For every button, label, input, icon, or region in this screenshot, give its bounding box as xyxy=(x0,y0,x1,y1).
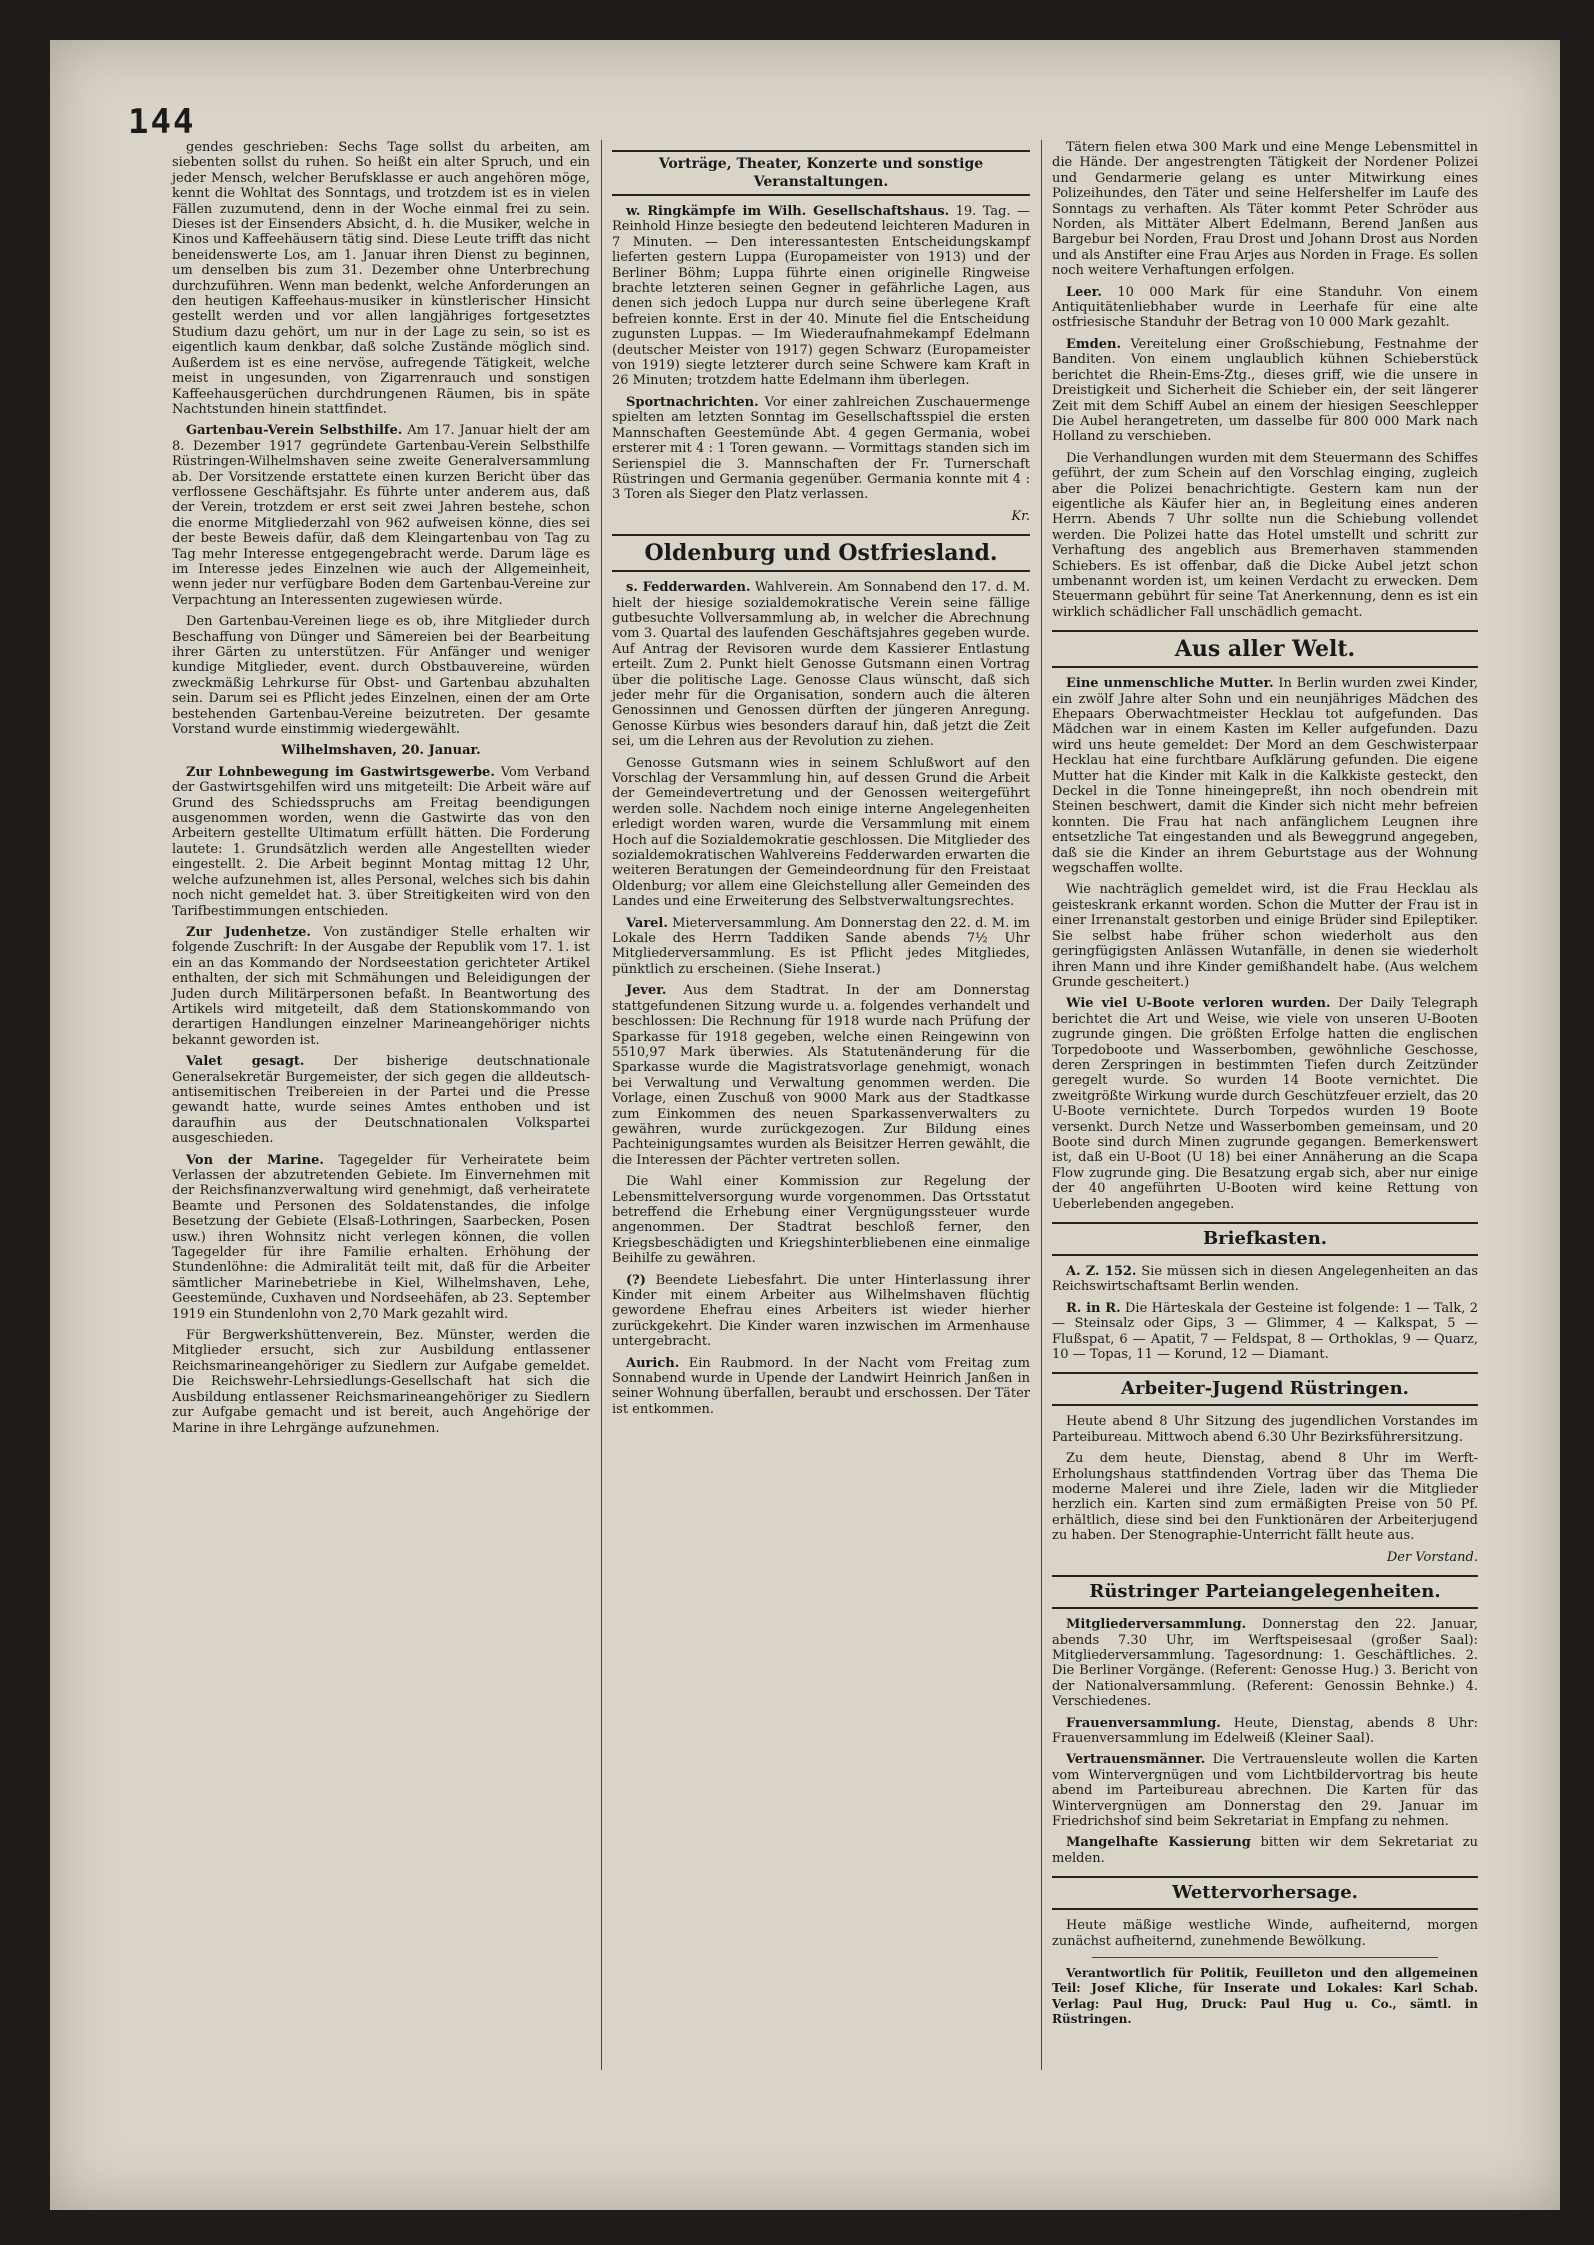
article-text: Die Vertrauensleute wollen die Karten vom Wintervergnügen und vom Lichtbildervortrag bis heute abend im Parteibureau abrechnen. Die Karten für das Wintervergnügen am Donnerstag den 29. Januar im Friedrichshof sind beim Sekretariat in Empfang zu nehmen. xyxy=(1052,1752,1478,1829)
article-lead: Valet gesagt. xyxy=(186,1054,305,1070)
article-paragraph xyxy=(1052,882,1478,990)
article-text: 19. Tag. — Reinhold Hinze besiegte den bedeutend leichteren Maduren in 7 Minuten. — Den interessantesten Entscheidungskampf lieferten gestern Luppa (Europameister von 1913) und der Berliner Böhm; Luppa führte einen originelle Ringweise brachte letzteren seinen Gegner in gefährliche Lagen, aus denen sich jedoch Luppa nur durch seine überlegene Kraft befreien konnte. Erst in der 40. Minute fiel die Entscheidung zugunsten Luppas. — Im Wiederaufnahmekampf Edelmann (deutscher Meister von 1917) gegen Schwarz (Europameister von 1919) siegte letzterer durch seine Schwere kam Kraft in 26 Minuten; trotzdem hatte Edelmann ihm überlegen. xyxy=(612,204,1030,389)
article-lead: Mitgliederversammlung. xyxy=(1066,1617,1247,1633)
article-lead: s. Fedderwarden. xyxy=(626,580,751,596)
article-lead: Eine unmenschliche Mutter. xyxy=(1066,676,1274,692)
weather-forecast: Heute mäßige westliche Winde, aufheiternd, morgen zunächst aufheiternd, zunehmende Bewölkung. xyxy=(1052,1918,1478,1949)
article-paragraph xyxy=(172,1328,590,1436)
article-lead: Zur Lohnbewegung im Gastwirtsgewerbe. xyxy=(186,764,495,780)
column-1 xyxy=(172,140,590,1442)
article-text: Die Härteskala der Gesteine ist folgende: 1 — Talk, 2 — Steinsalz oder Gips, 3 — Glimmer, 4 — Kalkspat, 5 — Flußspat, 6 — Apatit, 7 — Feldspat, 8 — Orthoklas, 9 — Quarz, 10 — Topas, 11 — Korund, 12 — Diamant. xyxy=(1052,1300,1479,1363)
article-paragraph xyxy=(612,1356,1030,1418)
article-paragraph xyxy=(172,1054,590,1146)
article-paragraph xyxy=(1052,1301,1478,1363)
section-heading-aus-aller-welt: Aus aller Welt. xyxy=(1052,630,1478,668)
article-text: Für Bergwerkshüttenverein, Bez. Münster, werden die Mitglieder ersucht, sich zur Ausbildung entlassener Reichsmarineangehöriger zu Siedlern zur Aufgabe gemeldet. Die Reichswehr-Lehrsiedlungs-Gesellschaft hat sich die Ausbildung entlassener Reichsmarineangehöriger zu Siedlern zur Aufgabe gemacht und ist bereit, auch Angehörige der Marine in ihre Lehrgänge aufzunehmen. xyxy=(172,1328,590,1436)
article-lead: Sportnachrichten. xyxy=(626,394,759,410)
separator xyxy=(1092,1957,1438,1958)
briefkasten-heading: Briefkasten. xyxy=(1052,1222,1478,1256)
article-paragraph xyxy=(612,1273,1030,1350)
article-lead: R. in R. xyxy=(1066,1300,1121,1316)
article-paragraph xyxy=(1052,1264,1478,1295)
article-lead: Frauenversammlung. xyxy=(1066,1715,1221,1731)
article-text: Der Daily Telegraph berichtet die Art und Weise, wie viele von unseren U-Booten zugrunde gingen. Die größten Erfolge hatten die englischen Torpedoboote und Wasserbomben, gewöhnliche Geschosse, deren Zerspringen in bestimmten Tiefen durch Zeitzünder geregelt wurde. So wurden 14 Boote vernichtet. Die zweitgrößte Wirkung wurde durch Geschützfeuer erzielt, das 20 U-Boote vernichtete. Durch Torpedos wurden 19 Boote versenkt. Durch Netze und Wasserbomben gemeinsam, und 20 Boote sind durch Minen zugrunde gegangen. Bemerkenswert ist, daß ein U-Boot (U 18) bei einer Annäherung an die Scapa Flow zugrunde ging. Die Besatzung ergab sich, aber nur einige der 40 angeführten U-Booten wird keine Rettung von Ueberlebenden angegeben. xyxy=(1052,996,1478,1212)
article-paragraph xyxy=(1052,996,1478,1212)
article-lead: Varel. xyxy=(626,915,668,931)
article-paragraph xyxy=(1052,1716,1478,1747)
article-text: Mieterversammlung. Am Donnerstag den 22. d. M. im Lokale des Herrn Taddiken Sande abends 7½ Uhr Mitgliederversammlung. Es ist Pflicht jedes Mitgliedes, pünktlich zu erscheinen. (Siehe Inserat.) xyxy=(612,915,1030,977)
article-paragraph xyxy=(1052,140,1478,279)
article-lead: Jever. xyxy=(626,983,667,999)
article-paragraph xyxy=(172,614,590,737)
column-rule xyxy=(1041,140,1042,2070)
article-paragraph xyxy=(612,204,1030,389)
article-text: Zu dem heute, Dienstag, abend 8 Uhr im Werft-Erholungshaus stattfindenden Vortrag über das Thema Die moderne Malerei und ihre Ziele, laden wir die Mitglieder herzlich ein. Karten sind zum ermäßigten Preise von 50 Pf. erhältlich, diese sind bei den Funktionären der Arbeiterjugend zu haben. Der Stenographie-Unterricht fällt heute aus. xyxy=(1052,1451,1478,1544)
article-paragraph xyxy=(612,916,1030,978)
article-text: Sie müssen sich in diesen Angelegenheiten an das Reichswirtschaftsamt Berlin wenden. xyxy=(1052,1264,1478,1295)
article-text: Am 17. Januar hielt der am 8. Dezember 1917 gegründete Gartenbau-Verein Selbsthilfe Rüstringen-Wilhelmshaven seine zweite Generalversammlung ab. Der Vorsitzende erstattete einen kurzen Bericht über das verflossene Geschäftsjahr. Es führte unter anderem aus, daß der Verein, trotzdem er erst seit zwei Jahren bestehe, schon die enorme Mitgliederzahl von 962 aufweisen könne, dies sei der beste Beweis dafür, daß dem Kleingartenbau von Tag zu Tag mehr Interesse entgegengebracht werde. Darum läge es im Interesse jedes Einzelnen wie auch der Allgemeinheit, wenn jeder nur verfügbare Boden dem Gartenbau-Vereine zur Verpachtung an Interessenten zugewiesen würde. xyxy=(172,423,591,608)
article-paragraph xyxy=(612,580,1030,749)
article-paragraph xyxy=(1052,676,1478,876)
article-lead: Vertrauensmänner. xyxy=(1066,1752,1206,1768)
column-2-regional xyxy=(612,580,1030,1417)
article-text: 10 000 Mark für eine Standuhr. Von einem Antiquitätenliebhaber wurde in Leerhafe für eine alte ostfriesische Standuhr der Betrag von 10 000 Mark gezahlt. xyxy=(1052,284,1478,331)
article-lead: Zur Judenhetze. xyxy=(186,924,311,940)
article-text: bitten wir dem Sekretariat zu melden. xyxy=(1052,1835,1479,1866)
events-heading: Vorträge, Theater, Konzerte und sonstige Veranstaltungen. xyxy=(612,150,1030,196)
jugend-signature: Der Vorstand. xyxy=(1386,1549,1478,1565)
article-text: Wahlverein. Am Sonnabend den 17. d. M. hielt der hiesige sozialdemokratische Verein seine fällige gutbesuchte Vollversammlung ab, in welcher die Abrechnung vom 3. Quartal des laufenden Geschäftsjahres gegeben wurde. Auf Antrag der Revisoren wurde dem Kassierer Entlastung erteilt. Zum 2. Punkt hielt Genosse Gutsmann einen Vortrag über die politische Lage. Genosse Claus wünscht, daß sich jeder mehr für die Organisation, sondern auch die älteren Genossinnen und Genossen dürften der jüngeren Anregung. Genosse Kürbus wies besonders darauf hin, daß jetzt die Zeit sei, um die Lehren aus der Revolution zu ziehen. xyxy=(612,580,1030,750)
article-lead: Mangelhafte Kassierung xyxy=(1066,1835,1251,1851)
article-text: Wie nachträglich gemeldet wird, ist die Frau Hecklau als geisteskrank erkannt worden. Schon die Mutter der Frau ist in einer Irrenanstalt gestorben und einige Brüder sind Epileptiker. Sie selbst habe früher schon wiederholt aus den geringfügigsten Anlässen Wutanfälle, in denen sie wiederholt ihren Mann und ihre Kinder gemißhandelt habe. (Aus welchem Grunde gescheitert.) xyxy=(1052,882,1478,990)
article-text: Von zuständiger Stelle erhalten wir folgende Zuschrift: In der Ausgabe der Republik vom 17. 1. ist ein an das Kommando der Nordseestation gerichteter Artikel enthalten, der sich mit Schmähungen und Beleidigungen der Juden durch Militärpersonen befaßt. In Beantwortung des Artikels wird mitgeteilt, daß dem Stationskommando von derartigen Handlungen einzelner Marineangehöriger nichts bekannt geworden ist. xyxy=(172,924,591,1048)
article-text: Genosse Gutsmann wies in seinem Schlußwort auf den Vorschlag der Versammlung hin, auf dessen Grund die Arbeit der Gemeindevertretung und der Genossen weitergeführt werden solle. Nachdem noch einige interne Angelegenheiten erledigt worden waren, wurde die Versammlung mit einem Hoch auf die Sozialdemokratie geschlossen. Die Mitglieder des sozialdemokratischen Wahlvereins Fedderwarden erwarten die weiteren Beratungen der Gemeindeordnung für den Freistaat Oldenburg; vor allem eine Gleichstellung aller Gemeinden des Landes und eine Erweiterung des Selbstverwaltungsrechtes. xyxy=(612,755,1030,910)
column-2 xyxy=(612,140,1030,1423)
article-lead: Leer. xyxy=(1066,284,1102,300)
article-text: Tagegelder für Verheiratete beim Verlassen der abzutretenden Gebiete. Im Einvernehmen mit der Reichsfinanzverwaltung wird genehmigt, daß verheiratete Beamte und Personen des Soldatenstandes, die infolge Besetzung der Gebiete (Elsaß-Lothringen, Saarbecken, Posen usw.) ihren Wohnsitz nicht verlegen können, die vollen Tagegelder für ihre Familie erhalten. Erhöhung der Stundenlöhne: die Admiralität teilt mit, daß für die Arbeiter sämtlicher Marinebetriebe in Kiel, Wilhelmshaven, Lehe, Geestemünde, Cuxhaven und Nordseehäfen, ab 23. September 1919 ein Stundenlohn von 2,70 Mark gezahlt wird. xyxy=(172,1152,590,1322)
column-rule xyxy=(601,140,602,2070)
article-text: gendes geschrieben: Sechs Tage sollst du arbeiten, am siebenten sollst du ruhen. So heißt ein alter Spruch, und ein jeder Mensch, welcher Berufsklasse er auch angehören möge, kennt die Wohltat des Sonntags, und trotzdem ist es in vielen Fällen zuzumutend, denn in der Woche einmal frei zu sein. Dieses ist der Einsenders Absicht, d. h. die Musiker, welche in Kinos und Kaffeehäusern tätig sind. Diese Leute trifft das nicht beneidenswerte Los, am 1. Januar ihren Dienst zu beginnen, um denselben bis zum 31. Dezember ohne Unterbrechung durchzuführen. Wenn man bedenkt, welche Anforderungen an den heutigen Kaffeehaus-musiker in künstlerischer Hinsicht gestellt werden und vor allen langjähriges fortgesetztes Studium dazu gehört, um nur in der Lage zu sein, so ist es eigentlich kaum denkbar, daß solche Zustände möglich sind. Außerdem ist es eine nervöse, aufregende Tätigkeit, welche meist in ungesunden, von Zigarrenrauch und sonstigen Kaffeehausgerüchen durchdrungenen Räumen, bis in späte Nachtstunden hinein stattfindet. xyxy=(172,140,590,417)
article-text: Tätern fielen etwa 300 Mark und eine Menge Lebensmittel in die Hände. Der angestrengten Tätigkeit der Nordener Polizei und Gendarmerie gelang es unter Mitwirkung eines Polizeihundes, den Täter und seine Helfershelfer im Laufe des Sonntags zu verhaften. Als Täter kommt Peter Schröder aus Norden, als Mittäter Albert Edelmann, Berend Janßen aus Bargebur bei Norden, Frau Drost und Johann Drost aus Norden und als Anstifter eine Frau Arjes aus Norden in Frage. Es sollen noch weitere Verhaftungen erfolgen. xyxy=(1052,140,1478,279)
article-lead: Von der Marine. xyxy=(186,1152,324,1168)
article-paragraph xyxy=(612,395,1030,503)
article-lead: A. Z. 152. xyxy=(1066,1264,1137,1279)
article-paragraph xyxy=(172,925,590,1048)
jugend-items xyxy=(1052,1414,1478,1543)
article-text: Beendete Liebesfahrt. Die unter Hinterlassung ihrer Kinder mit einem Arbeiter aus Wilhelmshaven flüchtig gewordene Ehefrau eines Arbeiters ist wieder hierher zurückgekehrt. Die Kinder waren inzwischen im Armenhause untergebracht. xyxy=(612,1272,1030,1350)
article-text: Den Gartenbau-Vereinen liege es ob, ihre Mitglieder durch Beschaffung von Dünger und Sämereien bei der Bearbeitung ihrer Gärten zu unterstützen. Für Anfänger und weniger kundige Mitglieder, event. durch Obstbauvereine, würden zweckmäßig Lehrkurse für Obst- und Gartenbau abzuhalten sein. Darum sei es Pflicht jedes Einzelnen, einen der am Orte bestehenden Gartenbau-Vereine beizutreten. Der gesamte Vorstand wurde einstimmig wiedergewählt. xyxy=(172,614,590,738)
article-text: Der bisherige deutschnationale Generalsekretär Burgemeister, der sich gegen die alldeutsch-antisemitischen Treibereien in der Partei und die Presse gewandt hatte, wurde seines Amtes enthoben und ist daraufhin aus der Deutschnationalen Volkspartei ausgeschieden. xyxy=(172,1054,590,1147)
article-text: In Berlin wurden zwei Kinder, ein zwölf Jahre alter Sohn und ein neunjähriges Mädchen des Ehepaars Oberwachtmeister Hecklau tot aufgefunden. Das Mädchen war in einem Kasten im Keller aufgefunden. Dazu wird uns heute gemeldet: Der Mord an dem Geschwisterpaar Hecklau hat eine furchtbare Aufklärung gefunden. Die eigene Mutter hat die Kinder mit Kalk in die Kalkkiste gesteckt, den Deckel in die Tonne hineingepreßt, ihn noch obendrein mit Steinen beschwert, damit die Kinder sich nicht mehr befreien konnten. Die Frau hat nach anfänglichem Leugnen ihre entsetzliche Tat eingestanden und als Beweggrund angegeben, daß sie die Kinder an ihrem Geburtstage aus der Wohnung wegschaffen wollte. xyxy=(1052,676,1478,877)
article-text: Die Wahl einer Kommission zur Regelung der Lebensmittelversorgung wurde vorgenommen. Das Ortsstatut betreffend die Erhebung einer Vergnügungssteuer wurde angenommen. Der Stadtrat beschloß ferner, den Kriegsbeschädigten und Kriegshinterbliebenen eine einmalige Beihilfe zu gewähren. xyxy=(612,1174,1030,1267)
article-paragraph xyxy=(1052,451,1478,620)
article-lead: Gartenbau-Verein Selbsthilfe. xyxy=(186,423,403,439)
article-paragraph xyxy=(1052,1835,1478,1866)
article-paragraph xyxy=(172,1153,590,1322)
article-paragraph xyxy=(172,423,590,608)
article-paragraph xyxy=(612,1174,1030,1266)
dateline: Wilhelmshaven, 20. Januar. xyxy=(281,743,481,759)
article-text: Heute abend 8 Uhr Sitzung des jugendlichen Vorstandes im Parteibureau. Mittwoch abend 6.30 Uhr Bezirksführersitzung. xyxy=(1052,1414,1478,1445)
article-lead: w. Ringkämpfe im Wilh. Gesellschaftshaus. xyxy=(626,204,950,219)
column-2-events xyxy=(612,204,1030,503)
article-lead: Wie viel U-Boote verloren wurden. xyxy=(1066,996,1331,1012)
column-3 xyxy=(1052,140,1478,2034)
column-3-world-news xyxy=(1052,676,1478,1212)
article-signature: Kr. xyxy=(1011,508,1030,524)
article-text: Vereitelung einer Großschiebung, Festnahme der Banditen. Von einem unglaublich kühnen Schieberstück berichtet die Rhein-Ems-Ztg., dieses griff, wie die unsere in Dreistigkeit und Sicherheit die Schieber ein, der seit längerer Zeit mit dem Schiff Aubel an einem der hiesigen Seeschlepper Die Aubel herangetreten, um dasselbe für 800 000 Mark nach Holland zu verschieben. xyxy=(1052,336,1478,445)
column-1-articles xyxy=(172,140,590,737)
article-text: Vom Verband der Gastwirtsgehilfen wird uns mitgeteilt: Die Arbeit wäre auf Grund des Schiedsspruchs am Freitag beendigungen ausgenommen worden, wenn die Gastwirte das von den Arbeitern gestellte Ultimatum erfüllt hätten. Die Forderung lautete: 1. Grundsätzlich werden alle Angestellten wieder eingestellt. 2. Die Arbeit beginnt Montag mittag 12 Uhr, welche aufzunehmen ist, alles Personal, welches sich bis dahin noch nicht gemeldet hat. 3. über Streitigkeiten wird von den Tarifbestimmungen entschieden. xyxy=(172,764,590,919)
jugend-heading: Arbeiter-Jugend Rüstringen. xyxy=(1052,1372,1478,1406)
article-paragraph xyxy=(612,756,1030,910)
article-paragraph xyxy=(1052,1617,1478,1709)
briefkasten-items xyxy=(1052,1264,1478,1362)
article-text: Donnerstag den 22. Januar, abends 7.30 Uhr, im Werftspeisesaal (großer Saal): Mitgliederversammlung. Tagesordnung: 1. Geschäftliches. 2. Die Berliner Vorgänge. (Referent: Genosse Hug.) 3. Bericht von der Nationalversammlung. (Referent: Genossin Behnke.) 4. Verschiedenes. xyxy=(1052,1617,1478,1710)
partei-items xyxy=(1052,1617,1478,1866)
column-3-regional-cont xyxy=(1052,140,1478,620)
article-text: Heute, Dienstag, abends 8 Uhr: Frauenversammlung im Edelweiß (Kleiner Saal). xyxy=(1052,1715,1478,1746)
article-paragraph xyxy=(1052,1752,1478,1829)
imprint: Verantwortlich für Politik, Feuilleton und den allgemeinen Teil: Josef Kliche, für Inserate und Lokales: Karl Schab. Verlag: Paul Hug, Druck: Paul Hug u. Co., sämtl. in Rüstringen. xyxy=(1052,1966,1478,2027)
wetter-heading: Wettervorhersage. xyxy=(1052,1876,1478,1910)
article-text: Aus dem Stadtrat. In der am Donnerstag stattgefundenen Sitzung wurde u. a. folgendes verhandelt und beschlossen: Die Rechnung für 1918 wurde nach Prüfung der Sparkasse für 1918 gegeben, welche einen Reingewinn von 5510,97 Mark überwies. Als Statutenänderung für die Sparkasse wurde die Magistratsvorlage genehmigt, wonach bei Verwaltung und Verwaltung genommen werden. Die Vorlage, einen Zuschuß von 9000 Mark aus der Stadtkasse zum Einkommen des neuen Sparkassenverwalters zu gewähren, wurde zurückgezogen. Zur Bildung eines Pachteinigungsamtes wurden als Beisitzer Herren gewählt, die die Interessen der Pächter vertreten sollen. xyxy=(612,983,1030,1168)
article-paragraph xyxy=(172,765,590,919)
article-paragraph xyxy=(1052,1414,1478,1445)
article-paragraph xyxy=(1052,1451,1478,1543)
article-paragraph xyxy=(172,140,590,417)
article-lead: Emden. xyxy=(1066,336,1122,352)
article-text: Vor einer zahlreichen Zuschauermenge spielten am letzten Sonntag im Gesellschaftsspiel die ersten Mannschaften Geestemünde Abt. 4 gegen Germania, wobei ersterer mit 4 : 1 Toren gewann. — Vormittags standen sich im Serienspiel die 3. Mannschaften der Fr. Turnerschaft Rüstringen und Germania gegenüber. Germania konnte mit 4 : 3 Toren als Sieger den Platz verlassen. xyxy=(612,394,1030,503)
article-paragraph xyxy=(1052,285,1478,331)
article-lead: (?) xyxy=(626,1272,646,1288)
article-text: Die Verhandlungen wurden mit dem Steuermann des Schiffes geführt, der zum Schein auf den Vorschlag einging, zugleich aber die Polizei benachrichtigte. Gestern kam nun der eigentliche als Käufer hier an, in Begleitung eines anderen Herrn. Abends 7 Uhr sollte nun die Schiebung vollendet werden. Die Polizei hatte das Hotel umstellt und schritt zur Verhaftung des angeblich aus Bremerhaven stammenden Schiebers. Es ist offenbar, daß die Dicke Aubel jetzt schon umbenannt worden ist, um keinen Verdacht zu erwecken. Dem Steuermann gebührt für seine Tat Anerkennung, denn es ist ein wirklich schädlicher Fall unschädlich gemacht. xyxy=(1052,450,1478,620)
article-paragraph xyxy=(1052,337,1478,445)
column-1-local-news xyxy=(172,765,590,1436)
article-paragraph xyxy=(612,983,1030,1168)
partei-heading: Rüstringer Parteiangelegenheiten. xyxy=(1052,1575,1478,1609)
article-lead: Aurich. xyxy=(626,1355,680,1371)
article-text: Ein Raubmord. In der Nacht vom Freitag zum Sonnabend wurde in Upende der Landwirt Heinrich Janßen in seiner Wohnung überfallen, beraubt und erschossen. Der Täter ist entkommen. xyxy=(612,1355,1030,1417)
page-number: 144 xyxy=(128,102,196,142)
section-heading-oldenburg: Oldenburg und Ostfriesland. xyxy=(612,534,1030,572)
